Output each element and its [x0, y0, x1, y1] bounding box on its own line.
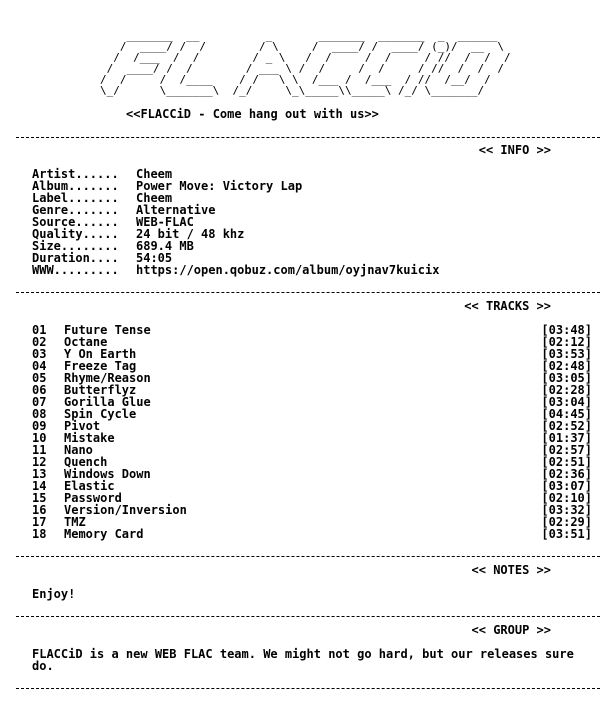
track-number: 09 [32, 419, 47, 433]
info-value: 24 bit / 48 khz [136, 227, 245, 241]
info-value: https://open.qobuz.com/album/oyjnav7kuicix [136, 263, 440, 277]
track-row [32, 324, 592, 336]
track-number: 06 [32, 383, 47, 397]
track-duration: [02:57] [541, 443, 592, 457]
divider [16, 556, 600, 557]
info-value: WEB-FLAC [136, 215, 194, 229]
track-duration: [02:12] [541, 335, 592, 349]
track-duration: [03:07] [541, 479, 592, 493]
track-row [32, 432, 592, 444]
divider [16, 616, 600, 617]
track-title: Octane [64, 335, 108, 349]
info-key: Quality..... [32, 227, 119, 241]
track-duration: [03:51] [541, 527, 592, 541]
track-number: 12 [32, 455, 47, 469]
info-value: Cheem [136, 167, 173, 181]
track-row [32, 444, 592, 456]
info-key: Album....... [32, 179, 119, 193]
info-value: Cheem [136, 191, 173, 205]
track-title: TMZ [64, 515, 86, 529]
divider [16, 137, 600, 138]
group-heading: << GROUP >> [471, 623, 551, 637]
track-title: Rhyme/Reason [64, 371, 151, 385]
track-row [32, 408, 592, 420]
track-title: Quench [64, 455, 108, 469]
divider [16, 292, 600, 293]
track-number: 10 [32, 431, 47, 445]
info-value: Power Move: Victory Lap [136, 179, 303, 193]
tracks-heading: << TRACKS >> [464, 299, 551, 313]
info-key: WWW......... [32, 263, 119, 277]
track-duration: [02:48] [541, 359, 592, 373]
track-number: 18 [32, 527, 47, 541]
track-duration: [02:36] [541, 467, 592, 481]
track-number: 15 [32, 491, 47, 505]
track-title: Password [64, 491, 122, 505]
notes-text: Enjoy! [32, 587, 76, 601]
track-row [32, 528, 592, 540]
info-value: 54:05 [136, 251, 173, 265]
track-duration: [02:28] [541, 383, 592, 397]
info-value: 689.4 MB [136, 239, 194, 253]
track-duration: [02:52] [541, 419, 592, 433]
track-number: 07 [32, 395, 47, 409]
track-title: Version/Inversion [64, 503, 187, 517]
track-title: Freeze Tag [64, 359, 137, 373]
track-number: 13 [32, 467, 47, 481]
track-duration: [02:29] [541, 515, 592, 529]
track-title: Butterflyz [64, 383, 137, 397]
track-title: Pivot [64, 419, 101, 433]
info-row [32, 264, 439, 276]
track-duration: [02:10] [541, 491, 592, 505]
track-duration: [03:04] [541, 395, 592, 409]
track-row [32, 504, 592, 516]
track-number: 16 [32, 503, 47, 517]
track-number: 03 [32, 347, 47, 361]
track-number: 08 [32, 407, 47, 421]
track-duration: [03:48] [541, 323, 592, 337]
track-row [32, 420, 592, 432]
track-duration: [04:45] [541, 407, 592, 421]
track-row [32, 468, 592, 480]
group-text: FLACCiD is a new WEB FLAC team. We might not go hard, but our releases sure do. [32, 647, 574, 673]
track-duration: [01:37] [541, 431, 592, 445]
track-duration: [03:53] [541, 347, 592, 361]
track-title: Nano [64, 443, 93, 457]
track-title: Mistake [64, 431, 115, 445]
info-value: Alternative [136, 203, 216, 217]
track-number: 02 [32, 335, 47, 349]
track-title: Elastic [64, 479, 115, 493]
track-number: 05 [32, 371, 47, 385]
notes-heading: << NOTES >> [471, 563, 551, 577]
info-key: Source...... [32, 215, 119, 229]
info-key: Artist...... [32, 167, 119, 181]
track-title: Y On Earth [64, 347, 137, 361]
track-duration: [03:32] [541, 503, 592, 517]
flaccid-ascii-logo: _______ __ _ _______ _______ _ ______ / ____/ / / / \ / ____/ / ____/ (_)/ __ \ / /___ / / / _ \ / / / / / // / / / / ____/ / / / ___ \ / / / / / // / / / / / / /____ / / \ \ /___ / /___ / // /__/ / \_/ \_______\ /_/ \_\_____\\_____\ /_/ \_______/ [100, 29, 511, 97]
track-number: 14 [32, 479, 47, 493]
track-duration: [02:51] [541, 455, 592, 469]
track-duration: [03:05] [541, 371, 592, 385]
track-title: Gorilla Glue [64, 395, 151, 409]
track-title: Future Tense [64, 323, 151, 337]
track-title: Windows Down [64, 467, 151, 481]
info-key: Genre....... [32, 203, 119, 217]
track-number: 17 [32, 515, 47, 529]
track-number: 01 [32, 323, 47, 337]
info-key: Duration.... [32, 251, 119, 265]
divider [16, 688, 600, 689]
info-key: Label....... [32, 191, 119, 205]
tagline: <<FLACCiD - Come hang out with us>> [126, 107, 379, 121]
info-key: Size........ [32, 239, 119, 253]
track-title: Spin Cycle [64, 407, 137, 421]
track-number: 11 [32, 443, 47, 457]
track-number: 04 [32, 359, 47, 373]
track-title: Memory Card [64, 527, 144, 541]
info-heading: << INFO >> [478, 143, 551, 157]
